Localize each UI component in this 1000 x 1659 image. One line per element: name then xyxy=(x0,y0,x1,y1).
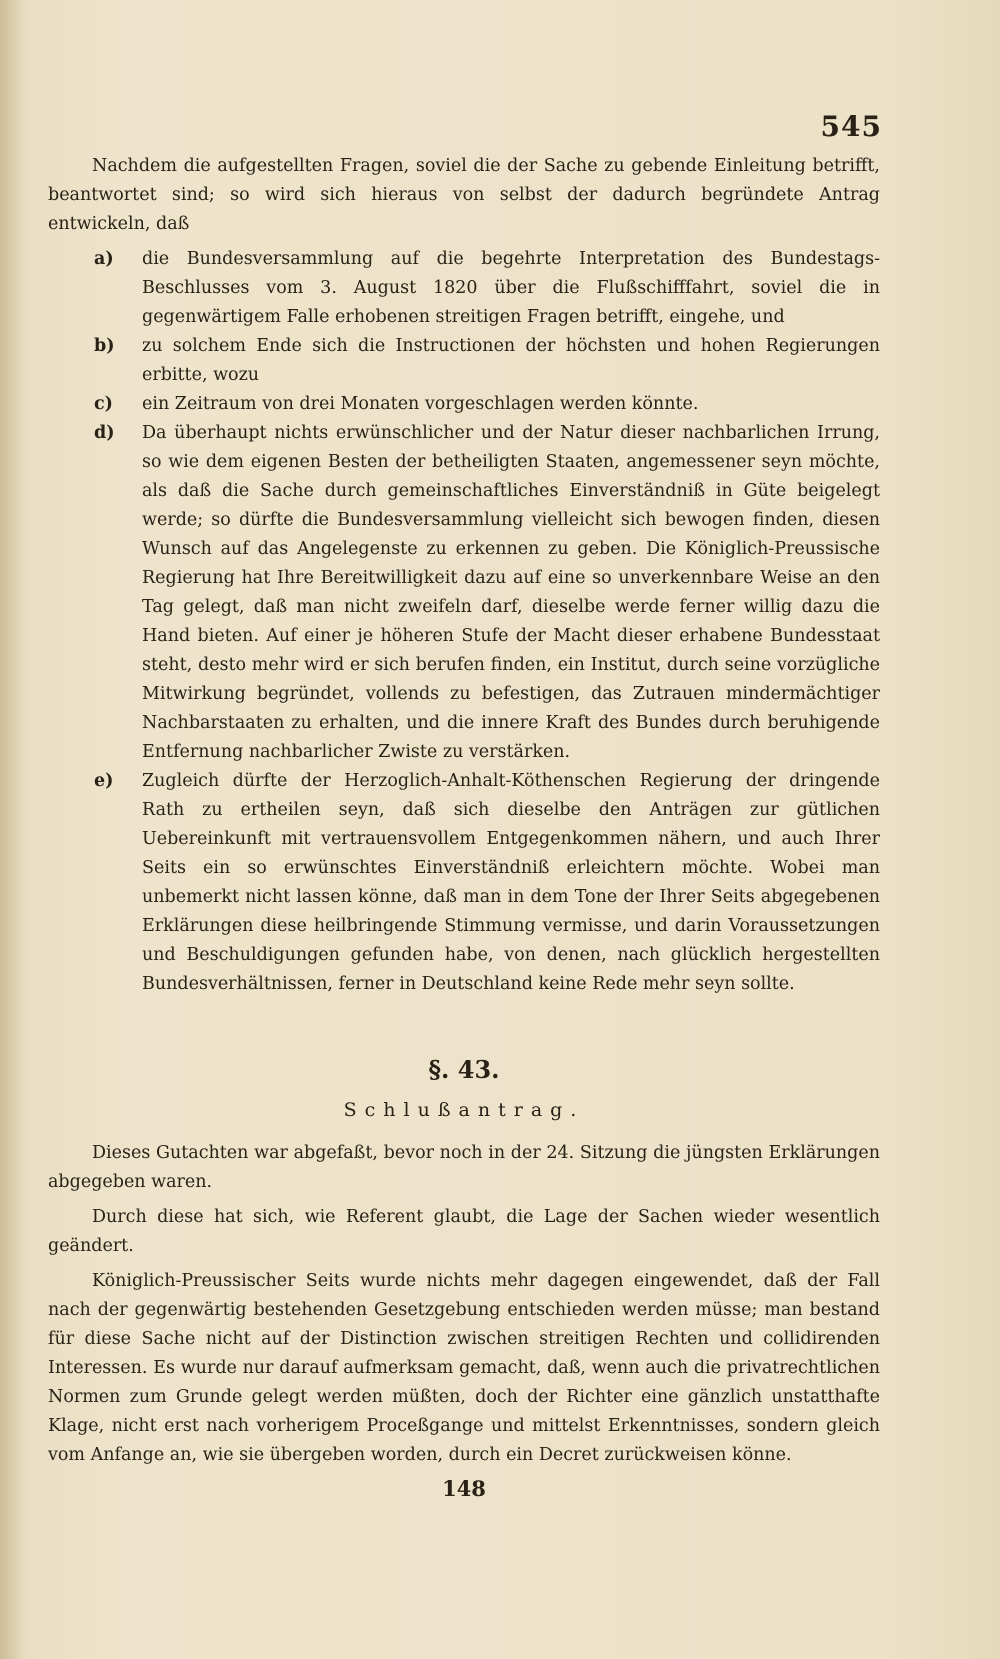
intro-paragraph: Nachdem die aufgestellten Fragen, soviel die der Sache zu gebende Einleitung betrifft, beantwortet sind; so wird sich hieraus von selbst der dadurch begründete Antrag entwickeln, daß xyxy=(48,156,880,234)
list-item-b xyxy=(48,332,880,390)
item-label: d) xyxy=(94,423,115,443)
item-label: c) xyxy=(94,394,113,414)
page-body xyxy=(48,152,880,1503)
item-text: Da überhaupt nichts erwünschlicher und der Natur dieser nachbarlichen Irrung, so wie dem eigenen Besten der betheiligten Staaten, angemessener seyn möchte, als daß die Sache durch gemeinschaftliches Einverständniß in Güte beigelegt werde; so dürfte die Bundesversammlung vielleicht sich bewogen finden, diesen Wunsch auf das Angelegenste zu erkennen zu geben. Die Königlich-Preussische Regierung hat Ihre Bereitwilligkeit dazu auf eine so unverkennbare Weise an den Tag gelegt, daß man nicht zweifeln darf, dieselbe werde ferner willig dazu die Hand bieten. Auf einer je höheren Stufe der Macht dieser erhabene Bundesstaat steht, desto mehr wird er sich berufen finden, ein Institut, durch seine vorzügliche Mitwirkung begründet, vollends zu befestigen, das Zutrauen mindermächtiger Nachbarstaaten zu erhalten, und die innere Kraft des Bundes durch beruhigende Entfernung nachbarlicher Zwiste zu verstärken. xyxy=(142,423,880,762)
body-paragraph: Königlich-Preussischer Seits wurde nichts mehr dagegen eingewendet, daß der Fall nach der gegenwärtig bestehenden Gesetzgebung entschieden werden müsse; man bestand für diese Sache nicht auf der Distinction zwischen streitigen Rechten und collidirenden Interessen. Es wurde nur darauf aufmerksam gemacht, daß, wenn auch die privatrechtlichen Normen zum Grunde gelegt werden müßten, doch der Richter eine gänzlich unstatthafte Klage, nicht erst nach vorherigem Proceßgange und mittelst Erkenntnisses, sondern gleich vom Anfange an, wie sie übergeben worden, durch ein Decret zurückweisen könne. xyxy=(48,1271,880,1465)
item-label: a) xyxy=(94,249,114,269)
list-item-d xyxy=(48,419,880,767)
page-number: 545 xyxy=(820,110,882,143)
item-text: zu solchem Ende sich die Instructionen der höchsten und hohen Regierungen erbitte, wozu xyxy=(142,336,880,385)
body-paragraph: Dieses Gutachten war abgefaßt, bevor noch in der 24. Sitzung die jüngsten Erklärungen abgegeben waren. xyxy=(48,1143,880,1192)
section-number: §. 43. xyxy=(428,1055,500,1084)
section-heading: Schlußantrag. xyxy=(343,1099,585,1121)
signature-mark: 148 xyxy=(442,1476,486,1501)
list-item-e xyxy=(48,767,880,999)
item-text: ein Zeitraum von drei Monaten vorgeschlagen werden könnte. xyxy=(142,394,699,414)
item-label: e) xyxy=(94,771,114,791)
item-text: die Bundesversammlung auf die begehrte Interpretation des Bundestags-Beschlusses vom 3. August 1820 über die Flußschifffahrt, soviel die in gegenwärtigem Falle erhobenen streitigen Fragen betrifft, eingehe, und xyxy=(142,249,880,327)
page-edge xyxy=(0,0,20,1659)
body-paragraph: Durch diese hat sich, wie Referent glaubt, die Lage der Sachen wieder wesentlich geändert. xyxy=(48,1207,880,1256)
item-label: b) xyxy=(94,336,115,356)
list-item-c xyxy=(48,390,880,419)
list-item-a xyxy=(48,245,880,332)
item-text: Zugleich dürfte der Herzoglich-Anhalt-Köthenschen Regierung der dringende Rath zu ertheilen seyn, daß sich dieselbe den Anträgen zur gütlichen Uebereinkunft mit vertrauensvollem Entgegenkommen nähern, und auch Ihrer Seits ein so erwünschtes Einverständniß erleichtern möchte. Wobei man unbemerkt nicht lassen könne, daß man in dem Tone der Ihrer Seits abgegebenen Erklärungen diese heilbringende Stimmung vermisse, und darin Voraussetzungen und Beschuldigungen gefunden habe, von denen, nach glücklich hergestellten Bundesverhältnissen, ferner in Deutschland keine Rede mehr seyn sollte. xyxy=(142,771,880,994)
